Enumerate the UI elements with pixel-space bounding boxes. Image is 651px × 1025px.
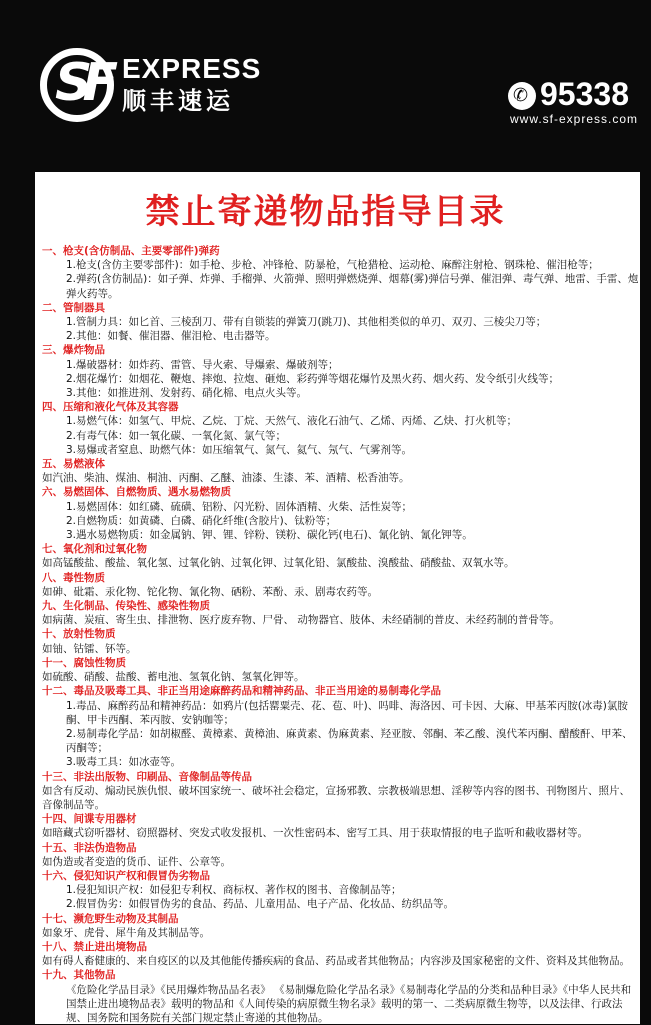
section-heading: 四、压缩和液化气体及其容器	[42, 401, 179, 414]
section-item: 1.侵犯知识产权：如侵犯专利权、商标权、著作权的图书、音像制品等；	[66, 884, 402, 897]
section-item: 如硫酸、硝酸、盐酸、蓄电池、氢氧化钠、氢氧化钾等。	[42, 671, 305, 684]
phone-icon: ✆	[508, 82, 536, 110]
section-heading: 二、管制器具	[42, 301, 105, 314]
section-heading: 六、易燃固体、自燃物质、遇水易燃物质	[42, 486, 231, 499]
section-heading: 十一、腐蚀性物质	[42, 656, 126, 669]
section-item: 2.有毒气体：如一氧化碳、一氧化氮、氯气等；	[66, 429, 287, 442]
section-heading: 十六、侵犯知识产权和假冒伪劣物品	[42, 869, 210, 882]
section-item: 2.其他：如餐、催泪器、催泪枪、电击器等。	[66, 330, 276, 343]
section-item: 1.易燃固体：如红磷、硫磺、铝粉、闪光粉、固体酒精、火柴、活性炭等；	[66, 500, 413, 513]
section-heading: 八、毒性物质	[42, 571, 105, 584]
brand-name-en: EXPRESS	[122, 53, 262, 84]
section-heading: 十三、非法出版物、印刷品、音像制品等传品	[42, 770, 252, 783]
section-item: 如象牙、虎骨、犀牛角及其制品等。	[42, 926, 210, 939]
section-item: 如暗藏式窃听器材、窃照器材、突发式收发报机、一次性密码本、密写工具、用于获取情报的电子监听和截收器材等。	[42, 827, 588, 840]
section-item: 3.易爆或者窒息、助燃气体：如压缩氧气、氮气、氦气、氖气、气雾剂等。	[66, 443, 413, 456]
section-heading: 十四、间谍专用器材	[42, 813, 137, 826]
section-item: 1.枪支(含仿主要零部件)：如手枪、步枪、冲锋枪、防暴枪，气枪猎枪、运动枪、麻醉注射枪、钢珠枪、催泪枪等；	[66, 259, 599, 272]
section-item: 2.烟花爆竹：如烟花、鞭炮、摔炮、拉炮、砸炮、彩药弹等烟花爆竹及黑火药、烟火药、发令纸引火线等；	[66, 372, 560, 385]
section-item: 如含有反动、煽动民族仇恨、破坏国家统一、破坏社会稳定，宣扬邪教、宗教极端思想、淫秽等内容的图书、刊物图片、照片、音像制品等。	[42, 784, 630, 811]
section-item: 3.遇水易燃物质：如金属钠、钾、锂、锌粉、镁粉、碳化钙(电石)、氰化钠、氰化钾等。	[66, 529, 473, 542]
section-item: 如铀、钴镭、钚等。	[42, 642, 137, 655]
sf-logo-letters: SF	[55, 53, 108, 113]
section-heading: 九、生化制品、传染性、感染性物质	[42, 600, 210, 613]
section-item: 1.管制力具：如匕首、三棱刮刀、带有自锁装的弹簧刀(跳刀)、其他相类似的单刃、双刃、三棱尖刀等；	[66, 316, 547, 329]
section-item: 3.吸毒工具：如冰壶等。	[66, 756, 182, 769]
section-heading: 七、氧化剂和过氧化物	[42, 543, 147, 556]
section-heading: 十八、禁止进出境物品	[42, 940, 147, 953]
section-heading: 一、枪支(含仿制品、主要零部件)弹药	[42, 245, 220, 257]
section-item: 1.毒品、麻醉药品和精神药品：如鸦片(包括罂粟壳、花、苞、叶)、吗啡、海洛因、可卡因、大麻、甲基苯丙胺(冰毒)氯胺酮、甲卡西酮、苯丙胺、安钠咖等；	[66, 699, 628, 726]
section-item: 如砷、砒霜、汞化物、铊化物、氰化物、硒粉、苯酚、汞、剧毒农药等。	[42, 585, 378, 598]
website-url: www.sf-express.com	[510, 112, 639, 126]
document-title: 禁止寄递物品指导目录	[145, 192, 506, 232]
section-heading: 十、放射性物质	[42, 628, 116, 641]
section-item: 2.自燃物质：如黄磷、白磷、硝化纤维(含胶片)、钛粉等；	[66, 514, 337, 527]
brand-name-cn: 顺丰速运	[122, 87, 234, 115]
section-item: 如伪造或者变造的货币、证件、公章等。	[42, 855, 231, 868]
section-item: 1.爆破器材：如炸药、雷管、导火索、导爆索、爆破剂等；	[66, 358, 339, 371]
section-item: 2.易制毒化学品：如胡椒醛、黄樟素、黄樟油、麻黄素、伪麻黄素、羟亚胺、邻酮、苯乙酸、溴代苯丙酮、醋酸酐、甲苯、丙酮等；	[66, 727, 633, 755]
section-item: 《危险化学品目录》《民用爆炸物品品名表》 《易制爆危险化学品名录》《易制毒化学品的分类和品种目录》《中华人民共和国禁止进出境物品表》载明的物品和《人间传染的病原微生物名录》载明的第一、二类病原微生物等，以及法律、行政法规、国务院和国务院有关部门规定禁止寄递的其他物品。	[66, 983, 632, 1024]
section-heading: 十七、濒危野生动物及其制品	[42, 912, 179, 925]
section-heading: 五、易燃液体	[42, 458, 105, 471]
section-item: 1.易燃气体：如氢气、甲烷、乙烷、丁烷、天然气、液化石油气、乙烯、丙烯、乙炔、打火机等；	[66, 415, 518, 428]
hotline-number: 95338	[540, 76, 629, 112]
section-heading: 十九、其他物品	[42, 969, 116, 982]
section-item: 如病菌、炭疽、寄生虫、排泄物、医疗废弃物、尸骨、 动物器官、肢体、未经硝制的普皮、未经药制的普骨等。	[42, 614, 560, 627]
section-heading: 三、爆炸物品	[42, 344, 105, 357]
section-item: 如汽油、柴油、煤油、桐油、丙酮、乙醚、油漆、生漆、苯、酒精、松香油等。	[42, 472, 410, 485]
section-heading: 十二、毒品及吸毒工具、非正当用途麻醉药品和精神药品、非正当用途的易制毒化学品	[42, 685, 441, 698]
section-item: 3.其他：如推进剂、发射药、硝化棉、电点火头等。	[66, 387, 308, 400]
section-item: 如有碍人畜健康的、来自疫区的以及其他能传播疾病的食品、药品或者其他物品；内容涉及国家秘密的文件、资料及其他物品。	[42, 955, 630, 968]
header-bar	[0, 0, 651, 140]
document-body	[42, 244, 639, 1025]
section-item: 2.弹药(含仿制品)：如子弹、炸弹、手榴弹、火箭弹、照明弹燃烧弹、烟幕(雾)弹信号弹、催泪弹、毒气弹、地雷、手雷、炮弹火药等。	[66, 273, 639, 300]
section-heading: 十五、非法伪造物品	[42, 841, 137, 854]
section-item: 2.假冒伪劣：如假冒伪劣的食品、药品、儿童用品、电子产品、化妆品、纺织品等。	[66, 898, 455, 911]
section-item: 如高锰酸盐、酸盐、氧化氢、过氧化钠、过氧化钾、过氧化铅、氯酸盐、溴酸盐、硝酸盐、双氧水等。	[42, 557, 515, 570]
